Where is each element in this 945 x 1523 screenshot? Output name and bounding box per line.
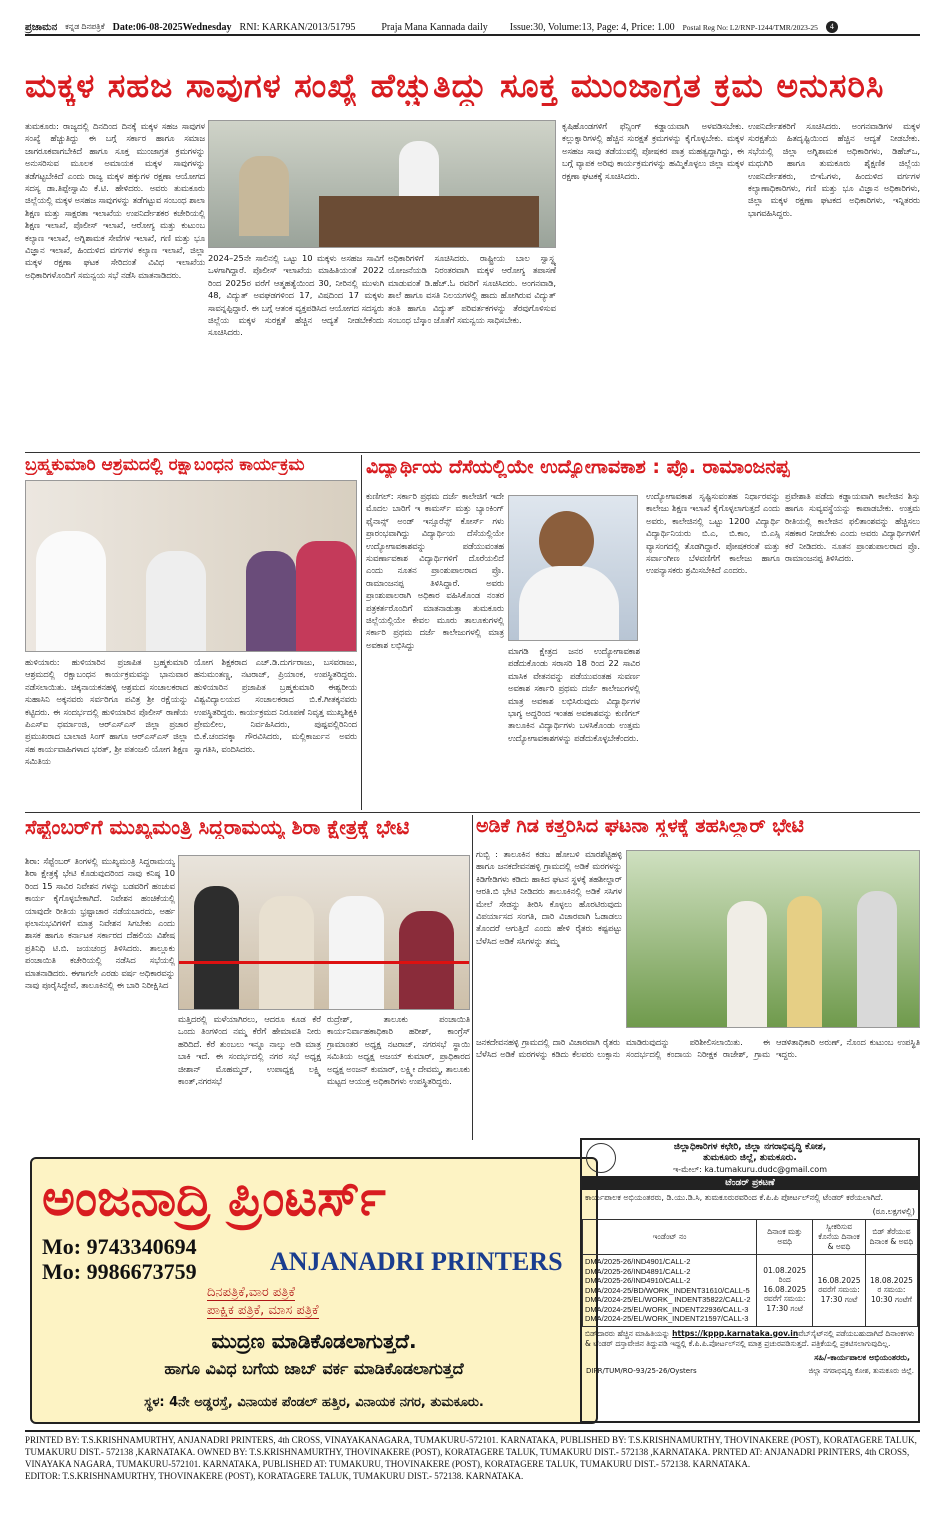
tender-last-date: 16.08.2025 ರವರೆಗೆ ಸಮಯ: 17:30 ಗಂಟೆ (813, 1255, 866, 1327)
masthead-tag: ಕನ್ನಡ ದಿನಪತ್ರಿಕೆ (65, 22, 105, 31)
sept-col-3: ರುದ್ರೇಶ್, ತಾಲೂಕು ಪಂಚಾಯಿತಿ ಕಾರ್ಯನಿರ್ವಾಹಕಾಧಿಕಾರಿ ಹರೀಶ್, ಕಾಂಗ್ರೆಸ್ ಗ್ರಾಮಾಂತರ ಅಧ್ಯಕ್ಷ ನಟರಾಜ್, ನಗರಸಭೆ ಸ್ಥಾಯಿ ಸಮಿತಿಯ ಅಧ್ಯಕ್ಷ ಅಜಯ್ ಕುಮಾರ್, ಪ್ರಾಧಿಕಾರದ ಅಧ್ಯಕ್ಷ ಅಂಜನ್ ಕುಮಾರ್, ಲಕ್ಷ್ಮೀ ದೇವಮ್ಮ, ತಾಲೂಕು ಮಟ್ಟದ ಆಯುಕ್ತ ಅಧಿಕಾರಿಗಳು ಉಪಸ್ಥಿತರಿದ್ದರು. (327, 1014, 470, 1087)
ad-phone-1: Mo: 9743340694 (42, 1234, 197, 1259)
vidya-headline: ವಿದ್ಯಾರ್ಥಿಯ ದೆಸೆಯಲ್ಲಿಯೇ ಉದ್ಯೋಗಾವಕಾಶ : ಪ್ರೊ. ರಾಮಾಂಜನಪ್ಪ (366, 456, 790, 478)
th-indent: ಇಂಡೆಂಟ್ ನಂ (583, 1220, 757, 1255)
issue-info: Issue:30, Volume:13, Page: 4, Price: 1.00 (509, 21, 675, 33)
brahma-photo (25, 480, 357, 652)
lead-col-4: ಕೃಷಿಹೊಂಡಗಳಿಗೆ ಫೆನ್ಸಿಂಗ್ ಕಡ್ಡಾಯವಾಗಿ ಅಳವಡಿಸಬೇಕು. ಕಲ್ಲುಕ್ವಾರಿಗಳಲ್ಲಿ ಹೆಚ್ಚಿನ ಸುರಕ್ಷತೆ ಕ್ರಮಗಳನ್ನು ಕೈಗೊಳ್ಳಬೇಕು. ಮಕ್ಕಳ ಅಸಹಜ ಸಾವು ತಡೆಯುವಲ್ಲಿ ಪೋಷಕರ ಪಾತ್ರ ಮಹತ್ವದ್ದಾಗಿದ್ದು, ಈ ಬಗ್ಗೆ ವ್ಯಾಪಕ ಅರಿವು ಕಾರ್ಯಕ್ರಮಗಳನ್ನು ಹಮ್ಮಿಕೊಳ್ಳಲು ಜಿಲ್ಲಾ ಮಕ್ಕಳ ರಕ್ಷಣಾ ಘಟಕಕ್ಕೆ ಸೂಚಿಸಿದರು. (562, 121, 744, 181)
anjanadri-printers-ad (30, 1157, 598, 1424)
sept-photo (178, 855, 470, 1010)
kppp-link[interactable]: https://kppp.karnataka.gov.in (672, 1328, 799, 1338)
tender-code: DIPR/TUM/RO-93/25-26/Oysters (586, 1366, 697, 1375)
vidya-col-4: ಪ್ರವೇಶಾತಿ ಪಡೆದು ಕಡ್ಡಾಯವಾಗಿ ಕಾಲೇಜಿನ ಶಿಸ್ತು ಹಾಗೂ ಸುವ್ಯವಸ್ಥೆಯನ್ನು ಕಾಪಾಡಬೇಕು. ಉತ್ತಮ ರೀತಿಯಲ್ಲಿ ಕಾಲೇಜಿನ ಫಲಿತಾಂಶವನ್ನು ಹೆಚ್ಚಿಸಲು ಸಹಕಾರ ನೀಡಬೇಕು ಎಂದು ಅವರು ವಿದ್ಯಾರ್ಥಿಗಳಿಗೆ ಕರೆ ನೀಡಿದರು. ನೂತನ ಪ್ರಾಂಶುಪಾಲರಾದ ಪ್ರೊ. ರಾಮಾಂಜನಪ್ಪ ತಿಳಿಸಿದರು. (785, 491, 920, 564)
postal-reg: Postal Reg No: L2/RNP-1244/TMR/2023-25 (682, 22, 818, 32)
brahma-col-2: ಯೋಗ ಶಿಕ್ಷಕರಾದ ಎಚ್.ಡಿ.ದುರ್ಗರಾಜು, ಬಸವರಾಜು, ಹನುಮಂತಣ್ಣ, ನಟರಾಜ್, ಪ್ರಿಯಾಂಕ, ಉಪಸ್ಥಿತರಿದ್ದರು. ಹುಳಿಯಾರಿನ ಪ್ರಜಾಪಿತ ಬ್ರಹ್ಮಕುಮಾರಿ ಈಶ್ವರೀಯ ವಿಶ್ವವಿದ್ಯಾಲಯದ ಸಂಚಾಲಕರಾದ ಬಿ.ಕೆ.ಗೀತಕ್ಕನವರು ಉಪಸ್ಥಿತರಿದ್ದರು. ಕಾರ್ಯಕ್ರಮದ ನಿರೂಪಣೆ ನಿವೃತ್ತ ಮುಖ್ಯಶಿಕ್ಷಕಿ ಪ್ರೇಮಲೀಲ, ನಿರ್ವಹಿಸಿದರು, ಪುಷ್ಪವಲ್ಲಿರಿನಿಂದ ಬಿ.ಕೆ.ಚಂದನಕ್ಕಾ ಗೌರವಿಸಿದರು, ಮಲ್ಲಿಕಾರ್ಜುನ ಅವರು ಸ್ವಾಗತಿಸಿ, ವಂದಿಸಿದರು. (194, 657, 357, 754)
tender-office-2: ತುಮಕೂರು ಜಿಲ್ಲೆ, ತುಮಕೂರು. (703, 1153, 797, 1163)
indent: DMA/2024-25/EL/WORK_INDENT22936/CALL-3 (585, 1304, 749, 1314)
ad-address: ಸ್ಥಳ: 4ನೇ ಅಡ್ಡರಸ್ತೆ, ವಿನಾಯಕ ಪೆಂಡಲ್ ಹತ್ತಿರ, ವಿನಾಯಕ ನಗರ, ತುಮಕೂರು. (144, 1395, 484, 1410)
adike-col-2: ಜನಕದೇವನಹಳ್ಳಿ ಗ್ರಾಮದಲ್ಲಿ ದಾರಿ ವಿಚಾರವಾಗಿ ರೈತರು ಬೆಳೆಸಿದ ಅಡಿಕೆ ಮರಗಳನ್ನು ಕಡಿದು ಕೆಲವರು ಲುಕ್ಸಾನು ಮಾಡಿರುವುದನ್ನು ಪರಿಶೀಲಿಸಲಾಯಿತು. ಈ ಸಂದರ್ಭದಲ್ಲಿ ಕಂದಾಯ ನಿರೀಕ್ಷಕ ರಾಜೇಶ್, ಗ್ರಾಮ ಆಡಳಿತಾಧಿಕಾರಿ ಅರುಣ್, ನೊಂದ ಕುಟುಂಬ ಉಪಸ್ಥಿತಿ ಇದ್ದರು. (476, 1037, 920, 1060)
th-last: ಸ್ವೀಕರಿಸುವ ಕೊನೆಯ ದಿನಾಂಕ & ಅವಧಿ (813, 1220, 866, 1255)
vidya-col-2: ಮಾಗಡಿ ಕ್ಷೇತ್ರದ ಜನರ ಉದ್ಯೋಗಾವಕಾಶ ಪಡೆದುಕೊಂಡು ಸರಾಸರಿ 18 ರಿಂದ 22 ಸಾವಿರ ಮಾಸಿಕ ವೇತನವನ್ನು ಪಡೆಯುವಂತಹ ಸುವರ್ಣ ಅವಕಾಶ ಸರ್ಕಾರಿ ಪ್ರಥಮ ದರ್ಜೆ ಕಾಲೇಜುಗಳಲ್ಲಿ ಮಾತ್ರ ಅವಕಾಶ ಲಭಿಸಿರುವುದು ವಿದ್ಯಾರ್ಥಿಗಳ ಭಾಗ್ಯ ಅದ್ದರಿಂದ ಇಂತಹ ಅವಕಾಶವನ್ನು ಕುಣಿಗಲ್ ತಾಲೂಕಿನ ವಿದ್ಯಾರ್ಥಿಗಳು ಬಳಸಿಕೊಂಡು ಉತ್ತಮ ಉದ್ಯೋಗಾವಕಾಶಗಳನ್ನು ಪಡೆದುಕೊಳ್ಳಬೇಕೆಂದರು. (508, 646, 640, 743)
lead-col-5: ಉಪನಿರ್ದೇಶಕರಿಗೆ ಸೂಚಿಸಿದರು. ಅಂಗನವಾಡಿಗಳ ಮಕ್ಕಳ ಸುರಕ್ಷತೆಯ ಹಿತದೃಷ್ಟಿಯಿಂದ ಹೆಚ್ಚಿನ ಆದ್ಯತೆ ನೀಡಬೇಕು. ಸಭೆಯಲ್ಲಿ ಜಿಲ್ಲಾ ಅಗ್ನಿಶಾಮಕ ಅಧಿಕಾರಿಗಳು, ಡಿಹೆಚ್ಒ, ಮಧುಗಿರಿ ಹಾಗೂ ತುಮಕೂರು ಶೈಕ್ಷಣಿಕ ಜಿಲ್ಲೆಯ ಉಪನಿರ್ದೇಶಕರು, ಬಿಇಓಗಳು, ಹಿಂದುಳಿದ ವರ್ಗಗಳ ಕಲ್ಯಾಣಾಧಿಕಾರಿಗಳು, ಗಣಿ ಮತ್ತು ಭೂ ವಿಜ್ಞಾನ ಅಧಿಕಾರಿಗಳು, ಜಿಲ್ಲಾ ಮಕ್ಕಳ ರಕ್ಷಣಾ ಘಟಕದ ಅಧಿಕಾರಿಗಳು, ಇನ್ನಿತರರು ಭಾಗವಹಿಸಿದ್ದರು. (748, 121, 920, 218)
tender-sign-2: ಜಿಲ್ಲಾ ನಗರಾಭಿವೃದ್ಧಿ ಕೋಶ, ತುಮಕೂರು ಜಿಲ್ಲೆ. (808, 1366, 914, 1375)
note-pre: ಬಿಡ್‌ದಾರರು ಹೆಚ್ಚಿನ ಮಾಹಿತಿಯನ್ನು (585, 1328, 673, 1338)
tender-email: ಇ-ಮೇಲ್: ka.tumakuru.dudc@gmail.com (672, 1165, 827, 1174)
ad-brand: ANJANADRI PRINTERS (270, 1247, 563, 1276)
adike-headline: ಅಡಿಕೆ ಗಿಡ ಕತ್ತರಿಸಿದ ಘಟನಾ ಸ್ಥಳಕ್ಕೆ ತಹಸಿಲ್ದಾರ್ ಭೇಟಿ (476, 815, 804, 837)
ad-line-1: ದಿನಪತ್ರಿಕೆ,ವಾರ ಪತ್ರಿಕೆ (207, 1285, 295, 1300)
lead-headline: ಮಕ್ಕಳ ಸಹಜ ಸಾವುಗಳ ಸಂಖ್ಯೆ ಹೆಚ್ಚುತಿದ್ದು ಸೂಕ್ತ ಮುಂಜಾಗ್ರತ ಕ್ರಮ ಅನುಸರಿಸಿ (25, 66, 885, 105)
indent: DMA/2025-26/IND4910/CALL-2 (585, 1276, 691, 1285)
tender-unit: (ರೂ.ಲಕ್ಷಗಳಲ್ಲಿ) (872, 1207, 915, 1216)
tender-notice (580, 1138, 920, 1423)
indent-list (583, 1255, 757, 1327)
emblem-icon (586, 1143, 616, 1173)
th-open: ಬಿಡ್ ತೆರೆಯುವ ದಿನಾಂಕ & ಅವಧಿ (865, 1220, 917, 1255)
tender-office-1: ಜಿಲ್ಲಾಧಿಕಾರಿಗಳ ಕಛೇರಿ, ಜಿಲ್ಲಾ ನಗರಾಭಿವೃದ್ಧಿ ಕೋಶ, (673, 1142, 827, 1152)
note-post: ವೆಬ್‌ಸೈಟ್‌ನಲ್ಲಿ ಪಡೆಯಬಹುದಾಗಿದೆ ದಿನಾಂಕಗಳು & ಟೆಂಡರ್ ದಸ್ತಾವೇಜಿನ ತಿದ್ದುಪಡಿ ಇದ್ದಲ್ಲಿ ಕೆ.ಪಿ.ಪಿ.ಪೋರ್ಟಲ್‌ನಲ್ಲಿ ಮಾತ್ರ ಪ್ರಚುರಪಡಿಸುತ್ತದೆ. ಪತ್ರಿಕೆಯಲ್ಲಿ ಪ್ರಕಟಿಸಲಾಗುವುದಿಲ್ಲ. (585, 1328, 915, 1348)
brahma-headline: ಬ್ರಹ್ಮಕುಮಾರಿ ಆಶ್ರಮದಲ್ಲಿ ರಕ್ಷಾಬಂಧನ ಕಾರ್ಯಕ್ರಮ (25, 455, 305, 475)
lead-col-3: ಅಧಿಕಾರಿಗಳಿಗೆ ಸೂಚಿಸಿದರು. ರಾಷ್ಟ್ರೀಯ ಬಾಲ ಸ್ವಾಸ್ಥ್ಯ ಯೋಜನೆಯಡಿ ನಿರಂತರವಾಗಿ ಮಕ್ಕಳ ಆರೋಗ್ಯ ತಪಾಸಣೆ ಮಾಡುವಂತೆ ಡಿ.ಹೆಚ್.ಓ ರವರಿಗೆ ಸೂಚಿಸಿದರು. ಅಂಗನವಾಡಿ, ಶಾಲೆ ಹಾಗೂ ವಸತಿ ನಿಲಯಗಳಲ್ಲಿ ಹಾದು ಹೋಗಿರುವ ವಿದ್ಯುತ್ ತಂತಿ ಹಾಗೂ ವಿದ್ಯುತ್ ಪರಿವರ್ತಕಗಳನ್ನು ತೆರವುಗೊಳಿಸುವ ಸಂಬಂಧ ಬೆಸ್ಕಾಂ ಜೊತೆಗೆ ಸಮನ್ವಯ ಸಾಧಿಸಬೇಕು. (388, 253, 556, 326)
sept-headline: ಸೆಪ್ಟೆಂಬರ್‌ಗೆ ಮುಖ್ಯಮಂತ್ರಿ ಸಿದ್ದರಾಮಯ್ಯ ಶಿರಾ ಕ್ಷೇತ್ರಕ್ಕೆ ಭೇಟಿ (25, 815, 410, 839)
lead-photo (208, 120, 556, 248)
date: Date:06-08-2025Wednesday (112, 21, 232, 33)
imprint-footer (25, 1430, 920, 1482)
th-date: ದಿನಾಂಕ ಮತ್ತು ಅವಧಿ (757, 1220, 813, 1255)
ad-line-4: ಹಾಗೂ ವಿವಿಧ ಬಗೆಯ ಜಾಬ್ ವರ್ಕ ಮಾಡಿಕೊಡಲಾಗುತ್ತದೆ (164, 1359, 464, 1378)
paper-name: Praja Mana Kannada daily (381, 21, 488, 33)
sept-col-2: ಮತ್ತಿದರಲ್ಲಿ ಮಳೆಯಾಗಿರಲು, ಆದರೂ ಕೂಡ ಕೆರೆ ಒಂದು ತಿಂಗಳಿಂದ ನಮ್ಮ ಕೆರೆಗೆ ಹೇಮಾವತಿ ನೀರು ಹರಿದಿದೆ. ಕೆರೆ ತುಂಬಲು ಇನ್ನೂ ನಾಲ್ಕು ಅಡಿ ಮಾತ್ರ ಬಾಕಿ ಇದೆ. ಈ ಸಂದರ್ಭದಲ್ಲಿ ನಗರ ಸಭೆ ಅಧ್ಯಕ್ಷ ಜೀಶಾನ್ ಮೊಹಮ್ಮದ್, ಉಪಾಧ್ಯಕ್ಷ ಲಕ್ಷ್ಮಿ ಕಾಂತ್,ನಗರಸಭೆ (178, 1014, 321, 1087)
lead-col-1: ತುಮಕೂರು: ರಾಜ್ಯದಲ್ಲಿ ದಿನದಿಂದ ದಿನಕ್ಕೆ ಮಕ್ಕಳ ಸಹಜ ಸಾವುಗಳ ಸಂಖ್ಯೆ ಹೆಚ್ಚುತಿದ್ದು ಈ ಬಗ್ಗೆ ಸರ್ಕಾರ ಹಾಗೂ ಸಮಾಜ ಜಾಗರೂಕವಾಗಬೇಕಿದೆ ಹಾಗೂ ಸೂಕ್ತ ಮುಂಜಾಗ್ರತ ಕ್ರಮಗಳನ್ನು ಅನುಸರಿಸುವ ಮೂಲಕ ಅಮಾಯಕ ಮಕ್ಕಳ ಸಾವುಗಳನ್ನು ತಡೆಗಟ್ಟಬೇಕಿದೆ ಎಂದು ರಾಜ್ಯ ಮಕ್ಕಳ ಹಕ್ಕುಗಳ ರಕ್ಷಣಾ ಆಯೋಗದ ಸದಸ್ಯ ಡಾ.ತಿಪ್ಪೇಸ್ವಾಮಿ ಕೆ.ಟಿ. ಹೇಳಿದರು. ಅವರು ತುಮಕೂರು ಜಿಲ್ಲೆಯಲ್ಲಿ ಮಕ್ಕಳ ಅಸಹಜ ಸಾವುಗಳನ್ನು ತಡೆಗಟ್ಟುವ ಸಂಬಂಧ ಶಾಲಾ ಶಿಕ್ಷಣ ಮತ್ತು ಸಾಕ್ಷರತಾ ಇಲಾಖೆಯ ಉಪನಿರ್ದೇಶಕರ ಕಚೇರಿಯಲ್ಲಿ ಶಿಕ್ಷಣ ಇಲಾಖೆ, ಪೊಲೀಸ್ ಇಲಾಖೆ, ಆರೋಗ್ಯ ಮತ್ತು ಕುಟುಂಬ ಕಲ್ಯಾಣ ಇಲಾಖೆ, ಅಗ್ನಿಶಾಮಕ ಸೇವೆಗಳ ಇಲಾಖೆ, ಗಣಿ ಮತ್ತು ಭೂ ವಿಜ್ಞಾನ ಇಲಾಖೆ, ಹಿಂದುಳಿದ ವರ್ಗಗಳ ಕಲ್ಯಾಣ ಇಲಾಖೆ, ಜಿಲ್ಲಾ ಮಕ್ಕಳ ರಕ್ಷಣಾ ಘಟಕ ಸೇರಿದಂತೆ ವಿವಿಧ ಇಲಾಖೆಯ ಅಧಿಕಾರಿಗಳೊಂದಿಗೆ ಸಮನ್ವಯ ಸಭೆ ನಡೆಸಿ ಮಾತನಾಡಿದರು. (25, 121, 205, 280)
imprint-text: PRINTED BY: T.S.KRISHNAMURTHY, ANJANADRI PRINTERS, 4th CROSS, VINAYAKANAGARA, TUMAKURU-572101. KARNATAKA, PUBLISHED BY: T.S.KRISHNAMURTHY, THOVINAKERE (POST), KORATAGERE TALUK, TUMAKURU DIST.- 572138 ,KARNATAKA. OWNED BY: T.S.KRISHNAMURTHY, THOVINAKERE (POST), KORATAGERE TALUK, TUMAKURU DIST.- 572138 ,KARNATAKA. PRNTED AT: ANJANADRI PRINTERS, 4th CROSS, VINAYAKA NAGARA, TUMAKURU-572101. KARNATAKA, PUBLISHED AT: TUMAKURU, THOVINAKERE (POST), KORATAGERE TALUK, TUMAKURU DIST.- 572138. KARNATAKA. (25, 1435, 917, 1469)
lead-col-2: 2024–25ನೇ ಸಾಲಿನಲ್ಲಿ ಒಟ್ಟು 10 ಮಕ್ಕಳು ಅಸಹಜ ಸಾವಿಗೆ ಒಳಗಾಗಿದ್ದಾರೆ. ಪೊಲೀಸ್ ಇಲಾಖೆಯ ಮಾಹಿತಿಯಂತೆ 2022 ರಿಂದ 2025ರ ವರೆಗೆ ಆತ್ಮಹತ್ಯೆಯಿಂದ 30, ನೀರಿನಲ್ಲಿ ಮುಳುಗಿ 48, ವಿದ್ಯುತ್ ಅವಘಡಗಳಿಂದ 17, ವಿಷದಿಂದ 17 ಮಕ್ಕಳು ಸಾವನ್ನಪ್ಪಿದ್ದಾರೆ. ಈ ಬಗ್ಗೆ ಆತಂಕ ವ್ಯಕ್ತಪಡಿಸಿದ ಆಯೋಗದ ಸದಸ್ಯರು ಜಿಲ್ಲೆಯ ಮಕ್ಕಳ ಸುರಕ್ಷತೆ ಹೆಚ್ಚಿನ ಆದ್ಯತೆ ನೀಡಬೇಕೆಂದು ಸೂಚಿಸಿದರು. (208, 253, 384, 338)
ad-line-3: ಮುದ್ರಣ ಮಾಡಿಕೊಡಲಾಗುತ್ತದೆ. (211, 1329, 417, 1353)
tender-note (582, 1327, 918, 1351)
vidya-col-1: ಕುಣಿಗಲ್: ಸರ್ಕಾರಿ ಪ್ರಥಮ ದರ್ಜೆ ಕಾಲೇಜಿಗೆ ಇದೇ ಮೊದಲ ಬಾರಿಗೆ ಇ ಕಾಮರ್ಸ್ ಮತ್ತು ಬ್ಯಾಂಕಿಂಗ್ ಫೈನಾನ್ಸ್ ಅಂಡ್ ಇನ್ಸೂರೆನ್ಸ್ ಕೋರ್ಸ್ ಗಳು ಪ್ರಾರಂಭವಾಗಿದ್ದು ವಿದ್ಯಾರ್ಥಿಯ ದೆಸೆಯಲ್ಲಿಯೇ ಉದ್ಯೋಗಾವಕಾಶವನ್ನು ಪಡೆಯುವಂತಹ ಸುವರ್ಣಾವಕಾಶ ವಿದ್ಯಾರ್ಥಿಗಳಿಗೆ ದೊರೆಯಲಿದೆ ಎಂದು ನೂತನ ಪ್ರಾಂಶುಪಾಲರಾದ ಪ್ರೊ. ರಾಮಾಂಜನಪ್ಪ ತಿಳಿಸಿದ್ದಾರೆ. ಅವರು ಪ್ರಾಂಶುಪಾಲರಾಗಿ ಅಧಿಕಾರ ವಹಿಸಿಕೊಂಡ ನಂತರ ಪತ್ರಕರ್ತರೊಂದಿಗೆ ಮಾತನಾಡುತ್ತಾ ತುಮಕೂರು ಜಿಲ್ಲೆಯಲ್ಲಿಯೇ ಕೇವಲ ಮೂರು ತಾಲೂಕುಗಳಲ್ಲಿ ಸರ್ಕಾರಿ ಪ್ರಥಮ ದರ್ಜೆ ಕಾಲೇಜುಗಳಲ್ಲಿ ಮಾತ್ರ ಅವಕಾಶ ಲಭಿಸಿದ್ದು (366, 491, 504, 650)
masthead-logo: ಪ್ರಜಾಮನ (25, 21, 58, 33)
tender-open-date: 18.08.2025 ರ ಸಮಯ: 10:30 ಗಂಟೆಗೆ (865, 1255, 917, 1327)
indent: DMA/2025-26/IND4891/CALL-2 (585, 1266, 691, 1276)
adike-col-1: ಗುಬ್ಬಿ : ತಾಲೂಕಿನ ಕಡಬ ಹೋಬಳಿ ಮಾರಶೆಟ್ಟಿಹಳ್ಳಿ ಹಾಗೂ ಜನಕದೇವನಹಳ್ಳಿ ಗ್ರಾಮದಲ್ಲಿ ಅಡಿಕೆ ಮರಗಳನ್ನು ಕಿಡಿಗೇಡಿಗಳು ಕಡಿದು ಹಾಕಿದ ಘಟನ ಸ್ಥಳಕ್ಕೆ ತಹಶೀಲ್ದಾರ್ ಆರತಿ.ಬಿ ಭೇಟಿ ನೀಡಿದರು ತಾಲೂಕಿನಲ್ಲಿ ಅಡಿಕೆ ಸಸಿಗಳ ಮೇಲೆ ಸೇಡನ್ನು ತೀರಿಸಿ ಕೊಳ್ಳಲು ಹೊರಟಿರುವುದು ವಿಪರ್ಯಾಸದ ಸಂಗತಿ, ದಾರಿ ವಿಚಾರವಾಗಿ ಓಡಾಡಲು ತೊಂದರೆ ಆಗುತ್ತಿದೆ ಎಂದು ಹೇಳಿ ರೈತರು ಕಷ್ಟಪಟ್ಟು ಬೆಳೆಸಿದ ಅಡಿಕೆ ಸಸಿಗಳನ್ನು ತಮ್ಮ (476, 849, 622, 946)
indent: DMA/2024-25/EL/WORK_ INDENT35822/CALL-2 (585, 1295, 751, 1304)
rni: RNI: KARKAN/2013/51795 (239, 21, 356, 33)
indent: DMA/2024-25/BD/WORK_INDENT31610/CALL-5 (585, 1285, 750, 1295)
adike-photo (626, 850, 920, 1028)
ad-phone-2: Mo: 9986673759 (42, 1259, 197, 1284)
tender-table (582, 1219, 918, 1327)
indent: DMA/2024-25/EL/WORK_INDENT21597/CALL-3 (585, 1314, 749, 1323)
tender-title: ಟೆಂಡರ್ ಪ್ರಕಟಣೆ (582, 1176, 918, 1190)
ad-line-2: ಪಾಕ್ಷಿಕ ಪತ್ರಿಕೆ, ಮಾಸ ಪತ್ರಿಕೆ (207, 1303, 319, 1318)
tender-period: 01.08.2025 ರಿಂದ 16.08.2025 ರವರೆಗೆ ಸಮಯ: 17:30 ಗಂಟೆ (757, 1255, 813, 1327)
imprint-editor: EDITOR: T.S.KRISHNAMURTHY, THOVINAKERE (POST), KORATAGERE TALUK, TUMAKURU DIST.- 572138. KARNATAKA. (25, 1471, 524, 1481)
brahma-col-1: ಹುಳಿಯಾರು: ಹುಳಿಯಾರಿನ ಪ್ರಜಾಪಿತ ಬ್ರಹ್ಮಕುಮಾರಿ ಆಶ್ರಮದಲ್ಲಿ ರಕ್ಷಾಬಂಧನ ಕಾರ್ಯಕ್ರಮವನ್ನು ಭಾನುವಾರ ನಡೆಸಲಾಯಿತು. ಚಿಕ್ಕನಾಯಕನಹಳ್ಳಿ ಆಶ್ರಮದ ಸಂಚಾಲಕರಾದ ಸುಹಾಸಿನಿ ಅಕ್ಕನವರು ಸರ್ವರಿಗೂ ಪವಿತ್ರ ಶ್ರೀ ರಕ್ಷೆಯನ್ನು ಕಟ್ಟಿದರು. ಈ ಸಂದರ್ಭದಲ್ಲಿ ಹುಳಿಯಾರಿನ ಪೊಲೀಸ್ ಠಾಣೆಯ ಪಿಎಸ್ಐ ಧರ್ಮಾಂಜಿ, ಆರ್‌ಎಸ್‌ಎಸ್ ಜಿಲ್ಲಾ ಪ್ರಚಾರ ಪ್ರಮುಖರಾದ ಬಾಲಾಜಿ ಸಿಂಗ್ ಹಾಗೂ ಆರ್‌ಎಸ್‌ಎಸ್ ಜಿಲ್ಲಾ ಸಹ ಕಾರ್ಯವಾಹಿಗಳಾದ ಭರತ್, ಶ್ರೀ ಪತಂಜಲಿ ಯೋಗ ಶಿಕ್ಷಣ ಸಮಿತಿಯ (25, 657, 188, 767)
tender-intro: ಕಾರ್ಯಪಾಲಕ ಅಭಿಯಂತರರು, ಡಿ.ಯು.ಡಿ.ಸಿ, ತುಮಕೂರುರವರಿಂದ ಕೆ.ಪಿ.ಪಿ ಪೋರ್ಟಲ್‌ನಲ್ಲಿ ಟೆಂಡರ್ ಕರೆಯಲಾಗಿದೆ. (585, 1193, 884, 1202)
page-number: 4 (826, 21, 838, 33)
tender-sign-1: ಸಹಿ/-ಕಾರ್ಯಪಾಲಕ ಅಭಿಯಂತರರು, (814, 1352, 910, 1362)
indent: DMA/2025-26/IND4901/CALL-2 (585, 1257, 691, 1266)
ad-title: ಅಂಜನಾದ್ರಿ ಪ್ರಿಂಟರ್ಸ್ (42, 1169, 386, 1227)
vidya-col-3: ಉದ್ಯೋಗಾವಕಾಶ ಸೃಷ್ಟಿಸುವಂತಹ ನಿರ್ಧಾರವನ್ನು ಕಾಲೇಜು ಶಿಕ್ಷಣ ಇಲಾಖೆ ಕೈಗೊಳ್ಳಲಾಗುತ್ತದೆ ಎಂದು ಅವರು, ಕಾಲೇಜಿನಲ್ಲಿ ಒಟ್ಟು 1200 ವಿದ್ಯಾರ್ಥಿ ವಿದ್ಯಾರ್ಥಿನಿಯರು ಬಿ.ಎ, ಬಿ.ಕಾಂ, ಬಿ.ಎಸ್ಸಿ ವ್ಯಾಸಂಗದಲ್ಲಿ ತೊಡಗಿದ್ದಾರೆ. ಪೋಷಕರಂತೆ ಮತ್ತು ಸರ್ವಾಂಗೀಣ ಬೆಳವಣಿಗೆಗೆ ಕಾಲೇಜು ಹಾಗೂ ಉಪನ್ಯಾಸಕರು ಶ್ರಮಿಸಬೇಕಿದೆ ಎಂದರು. (646, 491, 780, 576)
sept-col-1: ಶಿರಾ: ಸೆಪ್ಟೆಂಬರ್ ತಿಂಗಳಲ್ಲಿ ಮುಖ್ಯಮಂತ್ರಿ ಸಿದ್ದರಾಮಯ್ಯ ಶಿರಾ ಕ್ಷೇತ್ರಕ್ಕೆ ಭೇಟಿ ಕೊಡುವುದರಿಂದ ನಾವು ಕನಿಷ್ಠ 10 ರಿಂದ 15 ಸಾವಿರ ನಿವೇಶನ ಗಳನ್ನು ಬಡವರಿಗೆ ಹಂಚುವ ಕಾರ್ಯ ಕೈಗೊಳ್ಳಬೇಕಾಗಿದೆ. ನಿವೇಶನ ಹಂಚಿಕೆಯಲ್ಲಿ ಯಾವುದೇ ರೀತಿಯ ಭ್ರಷ್ಟಾಚಾರ ನಡೆಯಬಾರದು, ಅರ್ಹ ಫಲಾನುಭವಿಗಳಿಗೆ ಮಾತ್ರ ನಿವೇಶನ ಸಿಗಬೇಕು ಎಂದು ಶಾಸಕ ಹಾಗೂ ಕರ್ನಾಟಕ ಸರ್ಕಾರದ ದೆಹಲಿಯ ವಿಶೇಷ ಪ್ರತಿನಿಧಿ ಟಿ.ಬಿ. ಜಯಚಂದ್ರ ತಿಳಿಸಿದರು. ತಾಲ್ಲೂಕು ಪಂಚಾಯಿತಿ ಕಚೇರಿಯಲ್ಲಿ ನಡೆಸಿದ ಸಭೆಯಲ್ಲಿ ಮಾತನಾಡಿದರು. ಈಗಾಗಲೇ ಎರಡು ವರ್ಷ ಅಧಿಕಾರವನ್ನು ನಾವು ಪೂರೈಸಿದ್ದೇವೆ, ತಾಲೂಕಿನಲ್ಲಿ ಈ ಬಾರಿ ನಿರೀಕ್ಷಿಸಿದ (25, 856, 175, 991)
vidya-photo (508, 495, 638, 641)
masthead (25, 20, 920, 36)
